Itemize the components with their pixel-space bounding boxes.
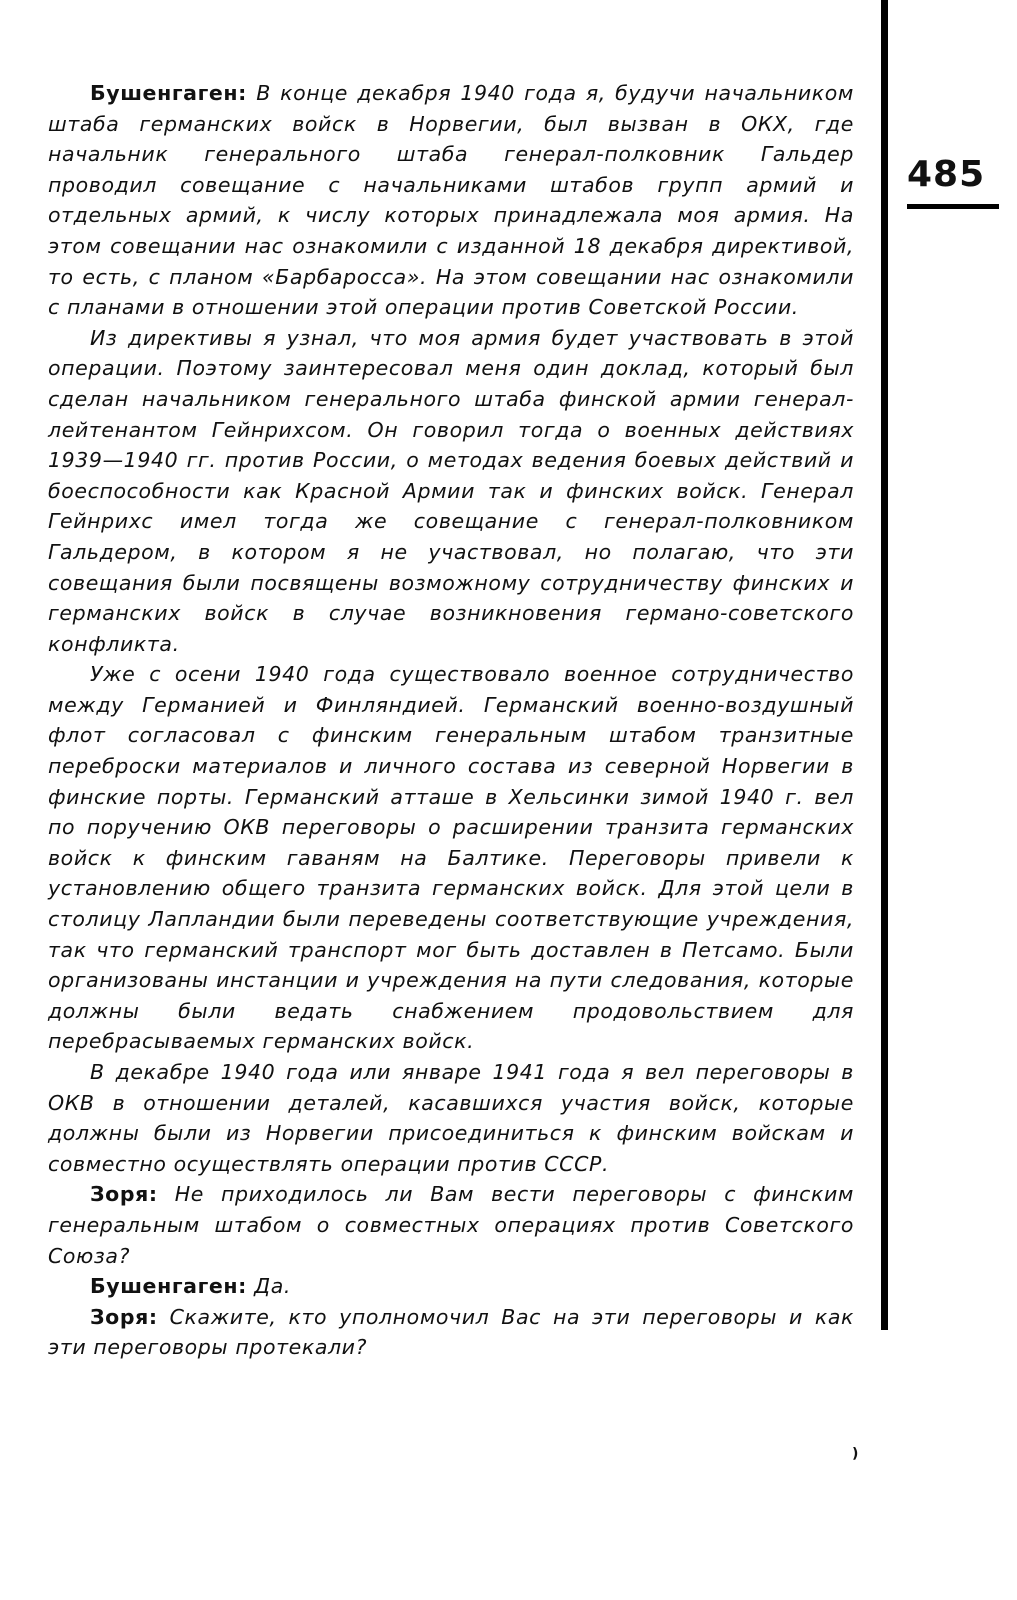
paragraph-text: Не приходилось ли Вам вести переговоры с финским генеральным штабом о совместных операциях против Советского Союза? bbox=[48, 1182, 854, 1268]
paragraph-text: Да. bbox=[254, 1274, 291, 1299]
paragraph-text: Скажите, кто уполномочил Вас на эти переговоры и как эти переговоры протекали? bbox=[48, 1304, 854, 1360]
paragraph-text: В конце декабря 1940 года я, будучи начальником штаба германских войск в Норвегии, был вызван в ОКХ, где начальник генерального штаба генерал-полковник Гальдер проводил совещание с начальниками штабов групп армий и отдельных армий, к числу которых принадлежала моя армия. На этом совещании нас ознакомили с изданной 18 декабря директивой, то есть, с планом «Барбаросса». На этом совещании нас ознакомили с планами в отношении этой операции против Советской России. bbox=[48, 81, 854, 320]
paragraph bbox=[48, 1302, 854, 1363]
page-number-underline bbox=[907, 204, 999, 209]
paragraph bbox=[48, 1057, 854, 1179]
paragraph-text: Уже с осени 1940 года существовало военное сотрудничество между Германией и Финляндией. Германский военно-воздушный флот согласовал с финским генеральным штабом транзитные переброски материалов и личного состава из северной Норвегии в финские порты. Германский атташе в Хельсинки зимой 1940 г. вел по поручению ОКВ переговоры о расширении транзита германских войск к финским гаваням на Балтике. Переговоры привели к установлению общего транзита германских войск. Для этой цели в столицу Лапландии были переведены соответствующие учреждения, так что германский транспорт мог быть доставлен в Петсамо. Были организованы инстанции и учреждения на пути следования, которые должны были ведать снабжением продовольствием для перебрасываемых германских войск. bbox=[48, 662, 854, 1054]
paragraph bbox=[48, 323, 854, 660]
stray-mark: ) bbox=[852, 1446, 859, 1462]
paragraph bbox=[48, 1179, 854, 1271]
speaker-label: Бушенгаген: bbox=[90, 1274, 247, 1299]
speaker-label: Зоря: bbox=[90, 1304, 158, 1329]
speaker-label: Зоря: bbox=[90, 1182, 158, 1207]
paragraph-text: Из директивы я узнал, что моя армия будет участвовать в этой операции. Поэтому заинтересовал меня один доклад, который был сделан начальником генерального штаба финской армии генерал-лейтенантом Гейнрихсом. Он говорил тогда о военных действиях 1939—1940 гг. против России, о методах ведения боевых действий и боеспособности как Красной Армии так и финских войск. Генерал Гейнрихс имел тогда же совещание с генерал-полковником Гальдером, в котором я не участвовал, но полагаю, что эти совещания были посвящены возможному сотрудничеству финских и германских войск в случае возникновения германо-советского конфликта. bbox=[48, 325, 854, 656]
speaker-label: Бушенгаген: bbox=[90, 81, 247, 105]
margin-rule bbox=[881, 0, 888, 1330]
page-number: 485 bbox=[907, 154, 986, 195]
text-column bbox=[48, 78, 854, 1363]
paragraph bbox=[48, 659, 854, 1057]
paragraph-text: В декабре 1940 года или январе 1941 года я вел переговоры в ОКВ в отношении деталей, касавшихся участия войск, которые должны были из Норвегии присоединиться к финским войскам и совместно осуществлять операции против СССР. bbox=[48, 1060, 854, 1176]
paragraph bbox=[48, 78, 854, 323]
paragraph bbox=[48, 1271, 854, 1302]
